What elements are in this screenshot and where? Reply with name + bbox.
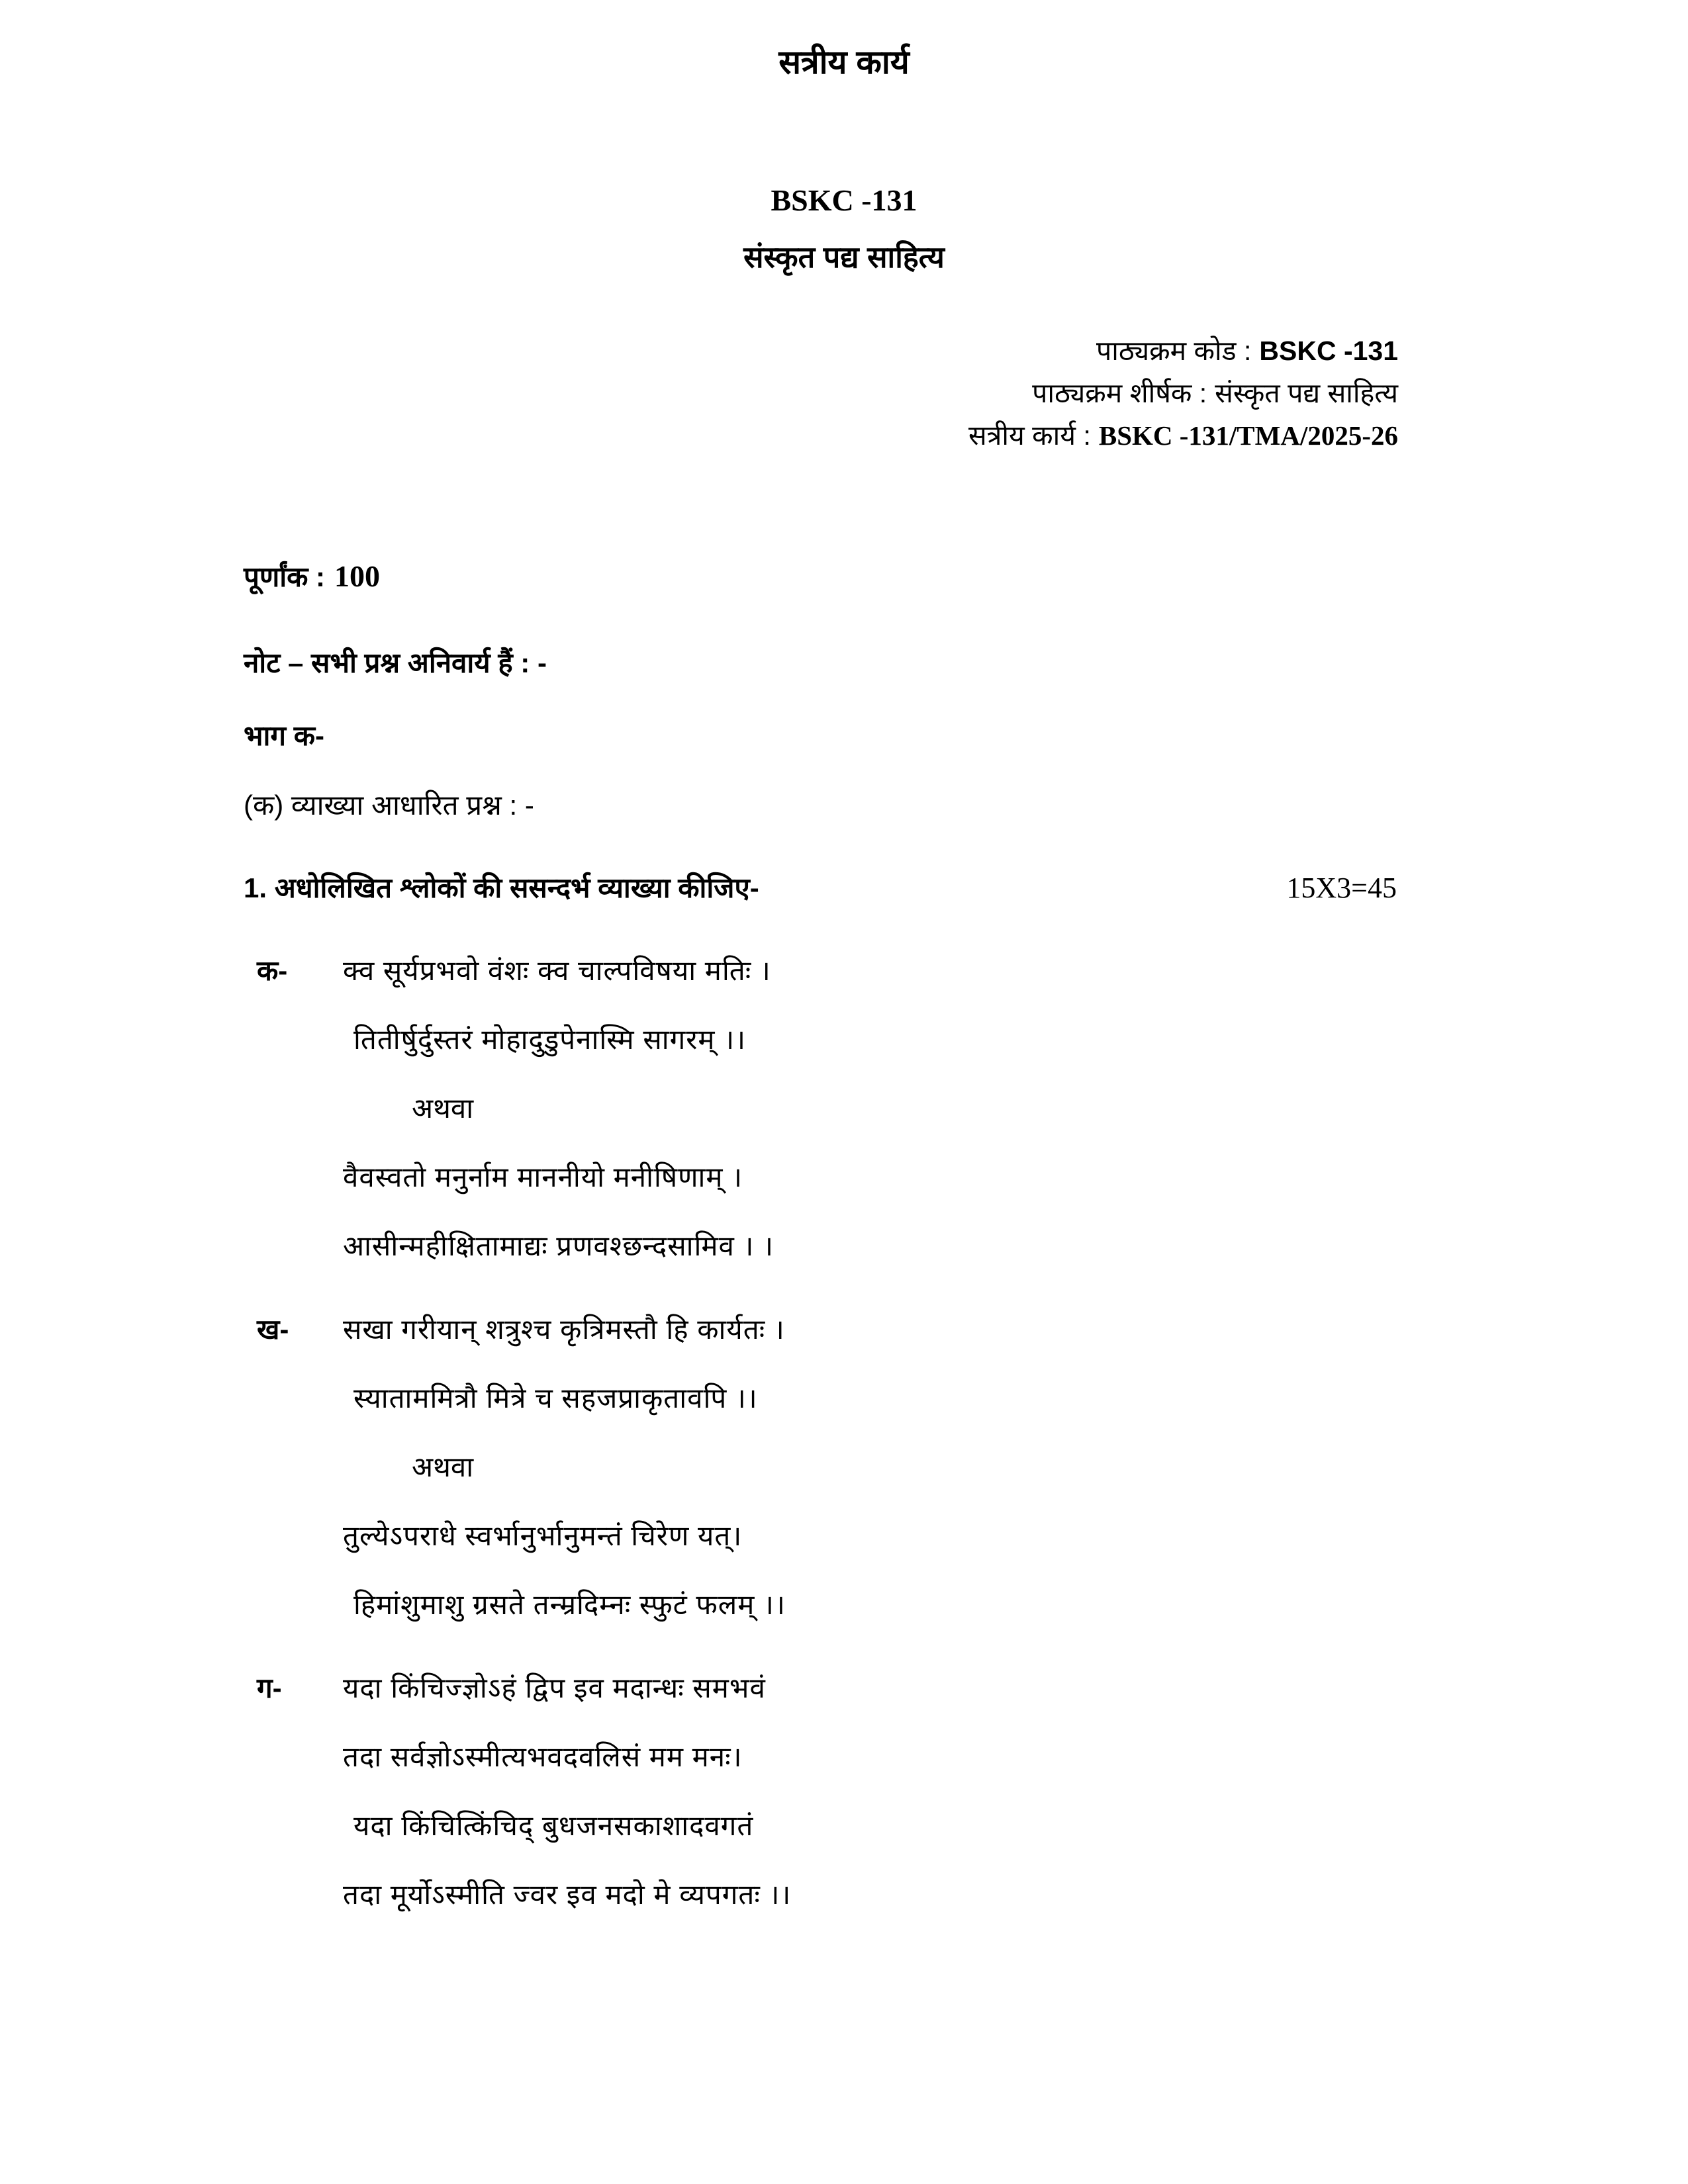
shloka-area bbox=[244, 952, 1397, 1914]
shloka-line: तदा सर्वज्ञोऽस्मीत्यभवदवलिसं मम मनः। bbox=[343, 1741, 743, 1773]
shloka-line: क्व सूर्यप्रभवो वंशः क्व चाल्पविषया मतिः । bbox=[343, 955, 771, 987]
shloka-line: आसीन्महीक्षितामाद्यः प्रणवश्छन्दसामिव । । bbox=[343, 1230, 774, 1262]
shloka-label: क- bbox=[257, 955, 288, 987]
shloka-label: ख- bbox=[257, 1314, 289, 1345]
max-marks-value: 100 bbox=[334, 559, 381, 594]
max-marks-label: पूर्णांक : bbox=[244, 561, 326, 593]
document-header bbox=[0, 0, 1688, 275]
course-title-label: पाठ्यक्रम शीर्षक : bbox=[1032, 378, 1207, 409]
question-1-marks: 15X3=45 bbox=[1286, 872, 1397, 905]
max-marks-line bbox=[244, 557, 1397, 596]
course-info-block bbox=[0, 330, 1688, 457]
section-heading: (क) व्याख्या आधारित प्रश्न : - bbox=[244, 790, 534, 821]
subject-heading: संस्कृत पद्य साहित्य bbox=[743, 240, 945, 275]
shloka-line: यदा किंचित्किंचिद् बुधजनसकाशादवगतं bbox=[353, 1810, 754, 1842]
course-title-value: संस्कृत पद्य साहित्य bbox=[1215, 378, 1398, 409]
or-label: अथवा bbox=[412, 1093, 474, 1124]
course-code-line bbox=[0, 330, 1398, 372]
shloka-line: वैवस्वतो मनुर्नाम माननीयो मनीषिणाम् । bbox=[343, 1161, 743, 1193]
shloka-line: यदा किंचिज्ज्ञोऽहं द्विप इव मदान्धः समभवं bbox=[343, 1672, 766, 1704]
question-1-text: 1. अधोलिखित श्लोकों की ससन्दर्भ व्याख्या कीजिए- bbox=[244, 872, 759, 904]
document-body bbox=[0, 557, 1688, 1914]
shloka-group-kha bbox=[244, 1310, 1397, 1624]
shloka-line: तदा मूर्योऽस्मीति ज्वर इव मदो मे व्यपगतः ।। bbox=[343, 1879, 792, 1911]
course-code-label: पाठ्यक्रम कोड : bbox=[1096, 336, 1252, 367]
shloka-group-ka bbox=[244, 952, 1397, 1265]
shloka-line: सखा गरीयान् शत्रुश्च कृत्रिमस्तौ हि कार्यतः । bbox=[343, 1314, 785, 1345]
document-title: सत्रीय कार्य bbox=[778, 44, 910, 81]
course-code-value: BSKC -131 bbox=[1259, 336, 1398, 367]
part-heading: भाग क- bbox=[244, 720, 324, 752]
assignment-code-line bbox=[0, 414, 1398, 457]
shloka-line: हिमांशुमाशु ग्रसते तन्म्रदिम्नः स्फुटं फलम् ।। bbox=[353, 1589, 786, 1621]
assignment-code-label: सत्रीय कार्य : bbox=[968, 420, 1091, 451]
shloka-line: तुल्येऽपराधे स्वर्भानुर्भानुमन्तं चिरेण यत्। bbox=[343, 1520, 743, 1552]
shloka-group-ga bbox=[244, 1669, 1397, 1914]
question-1-row bbox=[244, 869, 1397, 907]
course-title-line bbox=[0, 372, 1398, 414]
or-label: अथवा bbox=[412, 1451, 474, 1483]
shloka-line: स्याताममित्रौ मित्रे च सहजप्राकृतावपि ।। bbox=[353, 1383, 758, 1414]
assignment-code-value: BSKC -131/TMA/2025-26 bbox=[1098, 420, 1398, 451]
note-line: नोट – सभी प्रश्न अनिवार्य हैं : - bbox=[244, 647, 547, 679]
course-code-heading: BSKC -131 bbox=[771, 183, 917, 217]
shloka-line: तितीर्षुर्दुस्तरं मोहादुडुपेनास्मि सागरम् ।। bbox=[353, 1024, 747, 1056]
shloka-label: ग- bbox=[257, 1672, 282, 1704]
